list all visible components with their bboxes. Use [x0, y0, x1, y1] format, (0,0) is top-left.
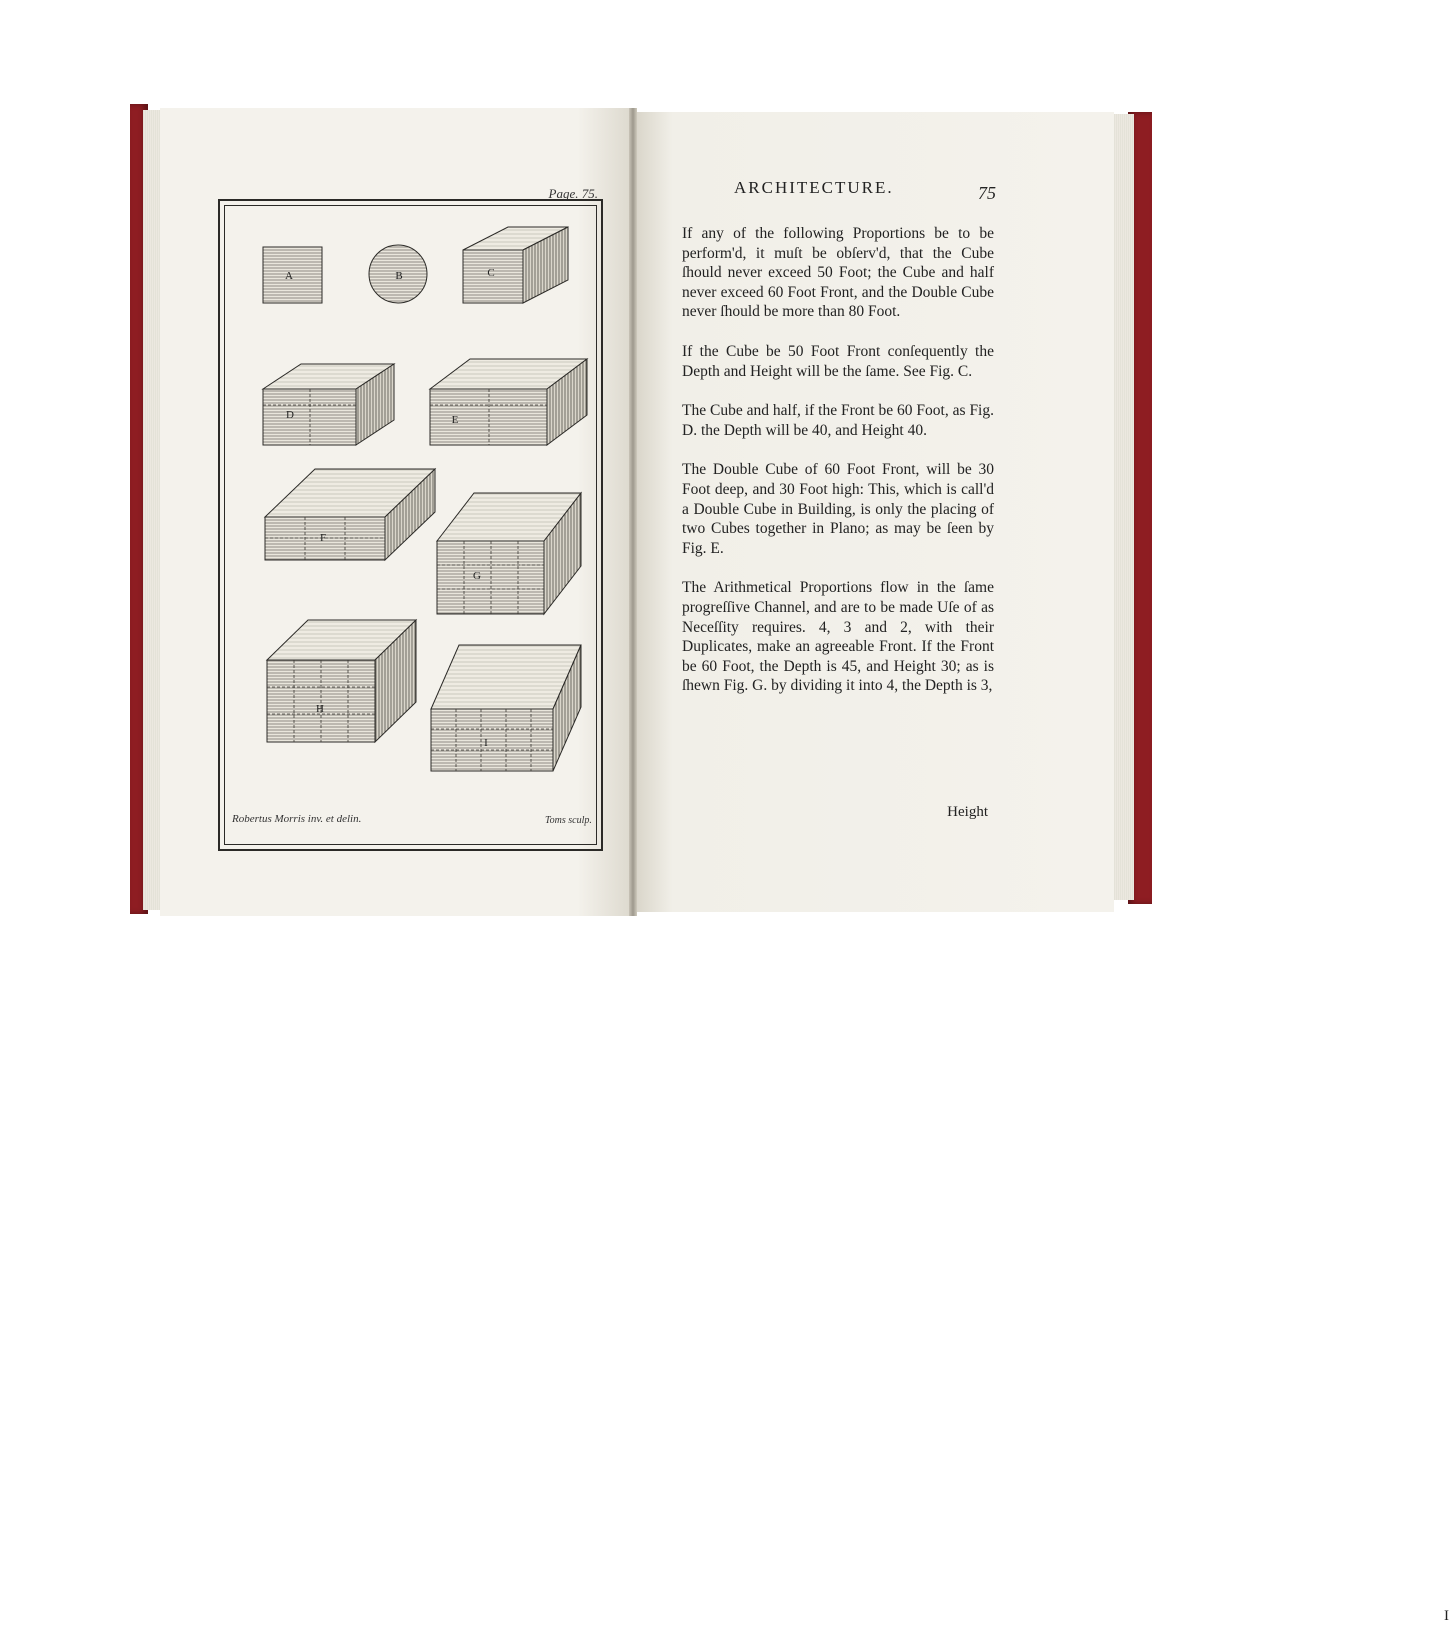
- paragraph-5: The Arithmetical Proportions flow in the ſame progreſſive Channel, and are to be made Uſe of as Neceſſity requires. 4, 3 and 2, with their Duplicates, make an agreeable Front. If the Front be 60 Foot, the Depth is 45, and Height 30; as is ſhewn Fig. G. by dividing it into 4, the Depth is 3,: [682, 579, 994, 695]
- running-head: ARCHITECTURE.: [734, 178, 894, 197]
- figure-label-g: G: [473, 570, 481, 582]
- signature-mark: I: [1444, 1608, 1449, 1624]
- paragraph-4: The Double Cube of 60 Foot Front, will be 30 Foot deep, and 30 Foot high: This, which is call'd a Double Cube in Building, is only the placing of two Cubes together in Plano; as may be ſeen by Fig. E.: [682, 461, 994, 557]
- body-text: [682, 224, 994, 716]
- figure-e-front: [430, 389, 547, 445]
- paragraph-2: If the Cube be 50 Foot Front conſequently the Depth and Height will be the ſame. See Fig. C.: [682, 342, 994, 380]
- figure-label-e: E: [451, 414, 459, 426]
- figure-i-front: [431, 709, 553, 771]
- figure-label-f: F: [319, 532, 327, 544]
- paragraph-3: The Cube and half, if the Front be 60 Foot, as Fig. D. the Depth will be 40, and Height 40.: [682, 402, 994, 439]
- figure-label-i: I: [484, 737, 488, 749]
- figure-label-d: D: [286, 409, 294, 421]
- page-number: 75: [978, 183, 996, 203]
- figure-label-a: A: [285, 270, 293, 282]
- engraver-credit-left: Robertus Morris inv. et delin.: [232, 813, 362, 825]
- figure-d-front: [263, 389, 356, 445]
- figure-label-b: B: [395, 270, 403, 282]
- catchword: Height: [947, 804, 988, 820]
- engraver-credit-right: Toms sculp.: [545, 815, 592, 826]
- plate-page-label: Page. 75.: [548, 186, 598, 201]
- figure-label-h: H: [316, 703, 324, 715]
- figure-label-c: C: [487, 267, 495, 279]
- paragraph-1: If any of the following Proportions be to be perform'd, it muſt be obſerv'd, that the Cube ſhould never exceed 50 Foot; the Cube and half never exceed 60 Foot Front, and the Double Cube never ſhould be more than 80 Foot.: [682, 225, 994, 321]
- figure-g-front: [437, 541, 544, 614]
